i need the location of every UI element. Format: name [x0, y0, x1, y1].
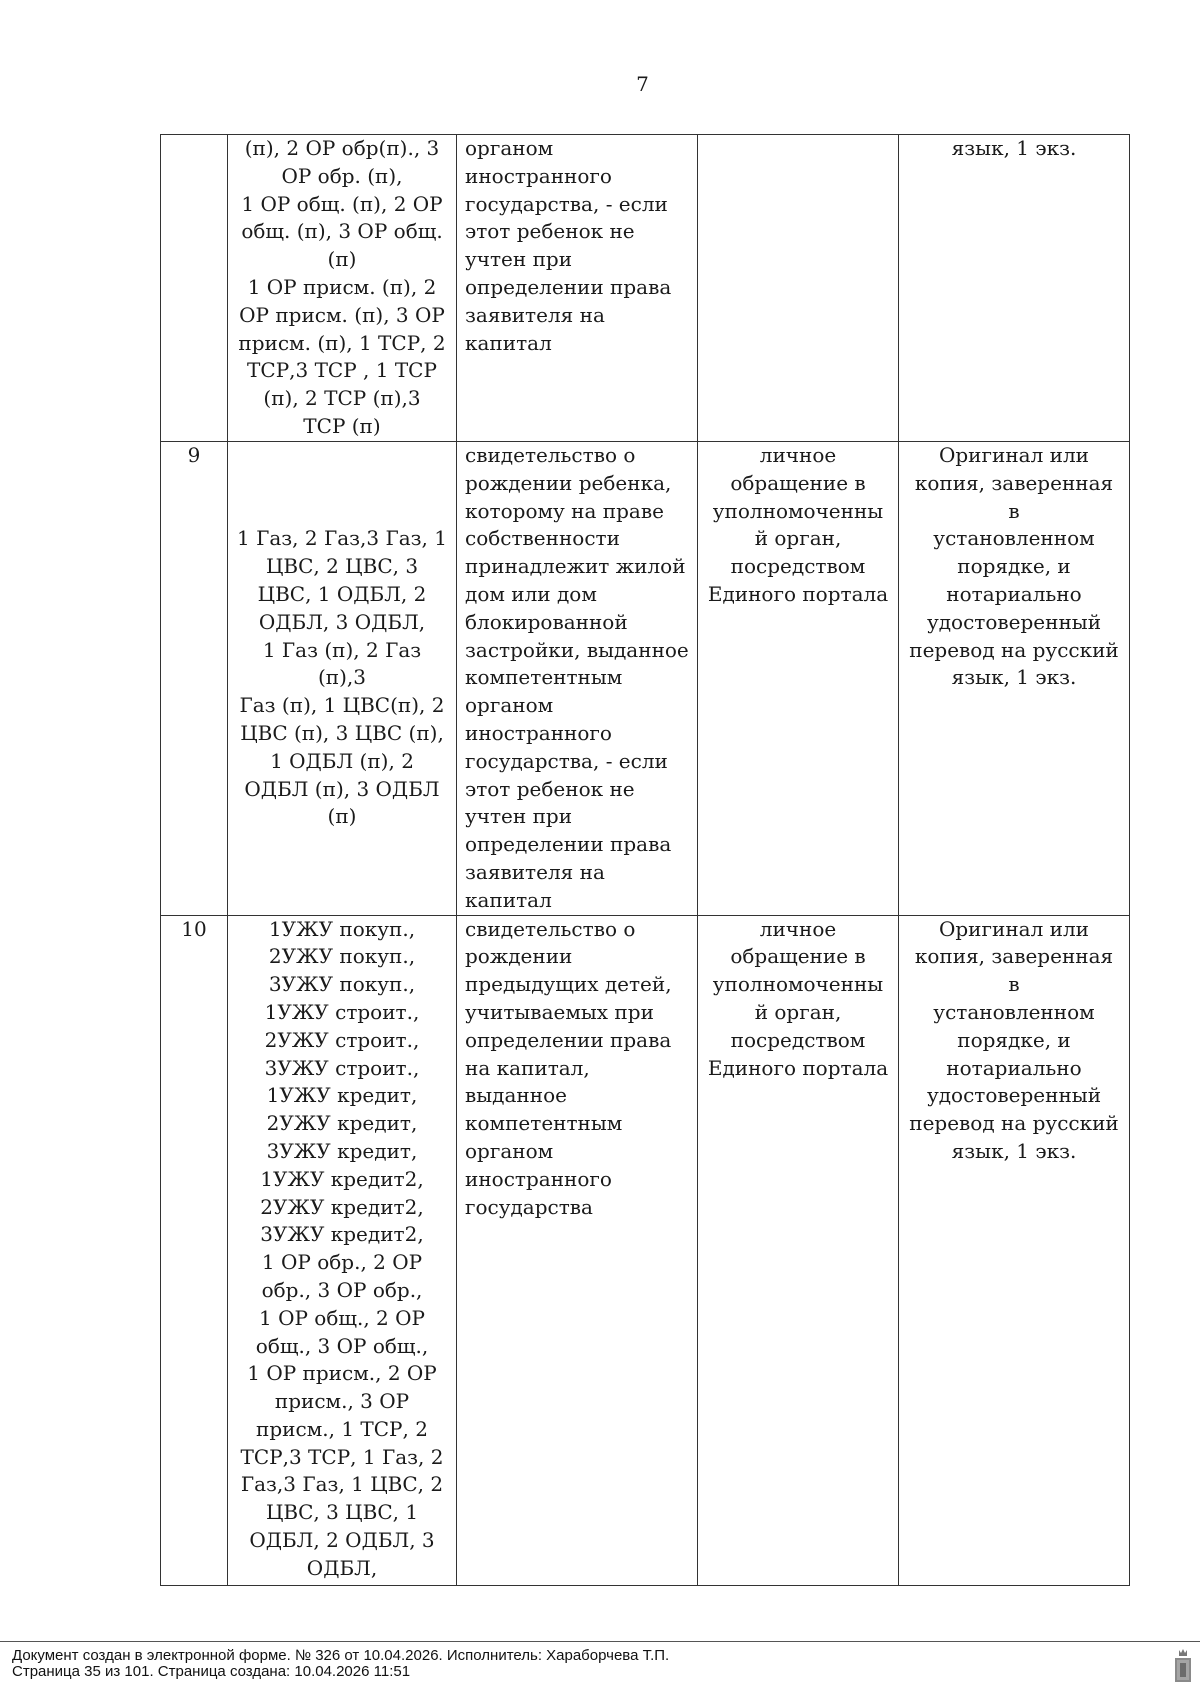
- cell-line: определении права: [465, 832, 672, 857]
- footer-divider: [0, 1641, 1200, 1642]
- cell-line: заявителя на капитал: [465, 859, 605, 912]
- cell-line: компетентным: [465, 1111, 623, 1136]
- cell-line: личное: [759, 443, 837, 467]
- cell-line: копия, заверенная в: [914, 944, 1114, 997]
- cell-line: 3УЖУ кредит2,: [260, 1222, 424, 1247]
- document-form-cell: [899, 135, 1130, 442]
- table-row: [161, 915, 1130, 1585]
- cell-line: 2УЖУ строит.,: [264, 1027, 420, 1052]
- document-cell: [457, 442, 698, 916]
- cell-line: 1УЖУ кредит,: [266, 1083, 418, 1108]
- cell-line: общ., 3 ОР общ.,: [255, 1333, 429, 1358]
- cell-line: ЦВС, 3 ЦВС, 1: [265, 1500, 419, 1525]
- cell-line: перевод на русский: [909, 1111, 1119, 1136]
- cell-line: иностранного: [465, 720, 612, 745]
- cell-line: свидетельство о: [465, 443, 636, 467]
- cell-line: ОР обр. (п),: [281, 163, 403, 188]
- cell-line: 1 ОР присм., 2 ОР: [247, 1361, 437, 1386]
- cell-line: 1 ОР присм. (п), 2: [247, 274, 437, 299]
- cell-line: обращение в: [730, 470, 866, 495]
- cell-line: которому на праве: [465, 498, 664, 523]
- cell-line: государства, - если: [465, 191, 668, 216]
- cell-line: уполномоченны: [712, 498, 884, 523]
- cell-line: Газ,3 Газ, 1 ЦВС, 2: [240, 1472, 444, 1497]
- table-row: [161, 135, 1130, 442]
- document-cell: [457, 135, 698, 442]
- cell-line: собственности: [465, 526, 620, 551]
- cell-line: государства, - если: [465, 748, 668, 773]
- cell-line: (п), 2 ОР обр(п)., 3: [244, 136, 440, 160]
- page-number: 7: [636, 72, 649, 96]
- document-cell: [457, 915, 698, 1585]
- cell-line: 1 ОР обр., 2 ОР: [261, 1250, 423, 1275]
- cell-line: определении права: [465, 274, 672, 299]
- cell-line: посредством: [730, 554, 866, 579]
- cell-line: блокированной: [465, 609, 628, 634]
- codes-cell: [228, 135, 457, 442]
- footer-document-info: Документ создан в электронной форме. № 326 от 10.04.2026. Исполнитель: Хараборчева Т.П.: [12, 1647, 670, 1664]
- cell-line: уполномоченны: [712, 972, 884, 997]
- cell-line: присм., 1 ТСР, 2: [256, 1416, 428, 1441]
- cell-line: выданное: [465, 1083, 567, 1108]
- cell-line: личное: [759, 916, 837, 941]
- submission-method-cell: [698, 442, 899, 916]
- cell-line: установленном: [933, 526, 1095, 551]
- cell-line: ТСР,3 ТСР , 1 ТСР: [247, 358, 437, 383]
- cell-line: ОДБЛ,: [306, 1555, 378, 1580]
- cell-line: 1УЖУ покуп.,: [268, 916, 416, 941]
- cell-line: свидетельство о: [465, 916, 636, 941]
- document-form-cell: [899, 442, 1130, 916]
- documents-table: [160, 134, 1130, 1586]
- cell-line: заявителя на капитал: [465, 302, 605, 355]
- table-row: [161, 442, 1130, 916]
- cell-line: 1УЖУ кредит2,: [260, 1166, 424, 1191]
- cell-line: 1УЖУ строит.,: [264, 999, 420, 1024]
- cell-line: (п): [327, 804, 357, 829]
- cell-line: присм. (п), 1 ТСР, 2: [238, 330, 446, 355]
- cell-line: Единого портала: [707, 581, 889, 606]
- cell-line: Газ (п), 1 ЦВС(п), 2: [239, 693, 445, 718]
- cell-line: (п), 2 ТСР (п),3: [263, 386, 421, 411]
- cell-line: государства: [465, 1194, 593, 1219]
- cell-line: ОДБЛ (п), 3 ОДБЛ: [244, 776, 440, 801]
- cell-line: 1 ОР общ. (п), 2 ОР: [241, 191, 443, 216]
- cell-line: нотариально: [946, 1055, 1082, 1080]
- cell-line: посредством: [730, 1027, 866, 1052]
- cell-line: компетентным: [465, 665, 623, 690]
- cell-line: 1 Газ, 2 Газ,3 Газ, 1: [237, 526, 447, 551]
- cell-line: перевод на русский: [909, 637, 1119, 662]
- row-number: 10: [161, 915, 228, 1585]
- cell-line: язык, 1 экз.: [951, 1138, 1077, 1163]
- cell-line: 3УЖУ кредит,: [266, 1138, 418, 1163]
- cell-line: рождении ребенка,: [465, 470, 672, 495]
- cell-line: й орган,: [754, 526, 842, 551]
- cell-line: 3УЖУ покуп.,: [268, 972, 416, 997]
- cell-line: й орган,: [754, 999, 842, 1024]
- cell-line: ТСР (п): [303, 413, 381, 438]
- cell-line: органом: [465, 1138, 554, 1163]
- cell-line: дом или дом: [465, 581, 597, 606]
- cell-line: ЦВС (п), 3 ЦВС (п),: [240, 720, 444, 745]
- row-number: 9: [161, 442, 228, 916]
- cell-line: 1 Газ (п), 2 Газ (п),3: [262, 637, 422, 690]
- cell-line: учтен при: [465, 804, 573, 829]
- cell-line: общ. (п), 3 ОР общ.: [241, 219, 443, 244]
- cell-line: ОДБЛ, 3 ОДБЛ,: [258, 609, 426, 634]
- document-form-cell: [899, 915, 1130, 1585]
- cell-line: иностранного: [465, 1166, 612, 1191]
- cell-line: этот ребенок не: [465, 776, 635, 801]
- cell-line: ОР присм. (п), 3 ОР: [239, 302, 445, 327]
- cell-line: на капитал,: [465, 1055, 590, 1080]
- cell-line: обр., 3 ОР обр.,: [261, 1277, 423, 1302]
- cell-line: установленном: [933, 999, 1095, 1024]
- cell-line: 2УЖУ покуп.,: [268, 944, 416, 969]
- cell-line: органом: [465, 693, 554, 718]
- cell-line: рождении: [465, 944, 573, 969]
- codes-cell: [228, 442, 457, 916]
- row-number: [161, 135, 228, 442]
- submission-method-cell: [698, 915, 899, 1585]
- cell-line: нотариально: [946, 581, 1082, 606]
- cell-line: определении права: [465, 1027, 672, 1052]
- cell-line: учтен при: [465, 247, 573, 272]
- cell-line: этот ребенок не: [465, 219, 635, 244]
- submission-method-cell: [698, 135, 899, 442]
- cell-line: предыдущих детей,: [465, 972, 672, 997]
- coat-of-arms-icon: [1172, 1648, 1194, 1684]
- cell-line: (п): [327, 247, 357, 272]
- cell-line: удостоверенный: [926, 609, 1102, 634]
- cell-line: ТСР,3 ТСР, 1 Газ, 2: [240, 1444, 444, 1469]
- cell-line: ЦВС, 2 ЦВС, 3: [265, 554, 419, 579]
- cell-line: ОДБЛ, 2 ОДБЛ, 3: [249, 1528, 435, 1553]
- cell-line: порядке, и: [957, 1027, 1071, 1052]
- cell-line: застройки, выданное: [465, 637, 689, 662]
- cell-line: учитываемых при: [465, 999, 654, 1024]
- cell-line: органом: [465, 136, 554, 160]
- cell-line: 2УЖУ кредит,: [266, 1111, 418, 1136]
- cell-line: 1 ОДБЛ (п), 2: [270, 748, 414, 773]
- cell-line: 1 ОР общ., 2 ОР: [259, 1305, 425, 1330]
- cell-line: порядке, и: [957, 554, 1071, 579]
- cell-line: язык, 1 экз.: [951, 136, 1077, 160]
- cell-line: ЦВС, 1 ОДБЛ, 2: [257, 581, 427, 606]
- cell-line: иностранного: [465, 163, 612, 188]
- footer: [12, 1648, 669, 1680]
- cell-line: принадлежит жилой: [465, 554, 686, 579]
- cell-line: обращение в: [730, 944, 866, 969]
- cell-line: 3УЖУ строит.,: [264, 1055, 420, 1080]
- cell-line: Оригинал или: [938, 443, 1090, 467]
- cell-line: язык, 1 экз.: [951, 665, 1077, 690]
- cell-line: Единого портала: [707, 1055, 889, 1080]
- cell-line: присм., 3 ОР: [274, 1389, 410, 1414]
- cell-line: 2УЖУ кредит2,: [260, 1194, 424, 1219]
- cell-line: копия, заверенная в: [914, 470, 1114, 523]
- footer-page-info: Страница 35 из 101. Страница создана: 10.04.2026 11:51: [12, 1663, 411, 1680]
- cell-line: Оригинал или: [938, 916, 1090, 941]
- cell-line: удостоверенный: [926, 1083, 1102, 1108]
- codes-cell: [228, 915, 457, 1585]
